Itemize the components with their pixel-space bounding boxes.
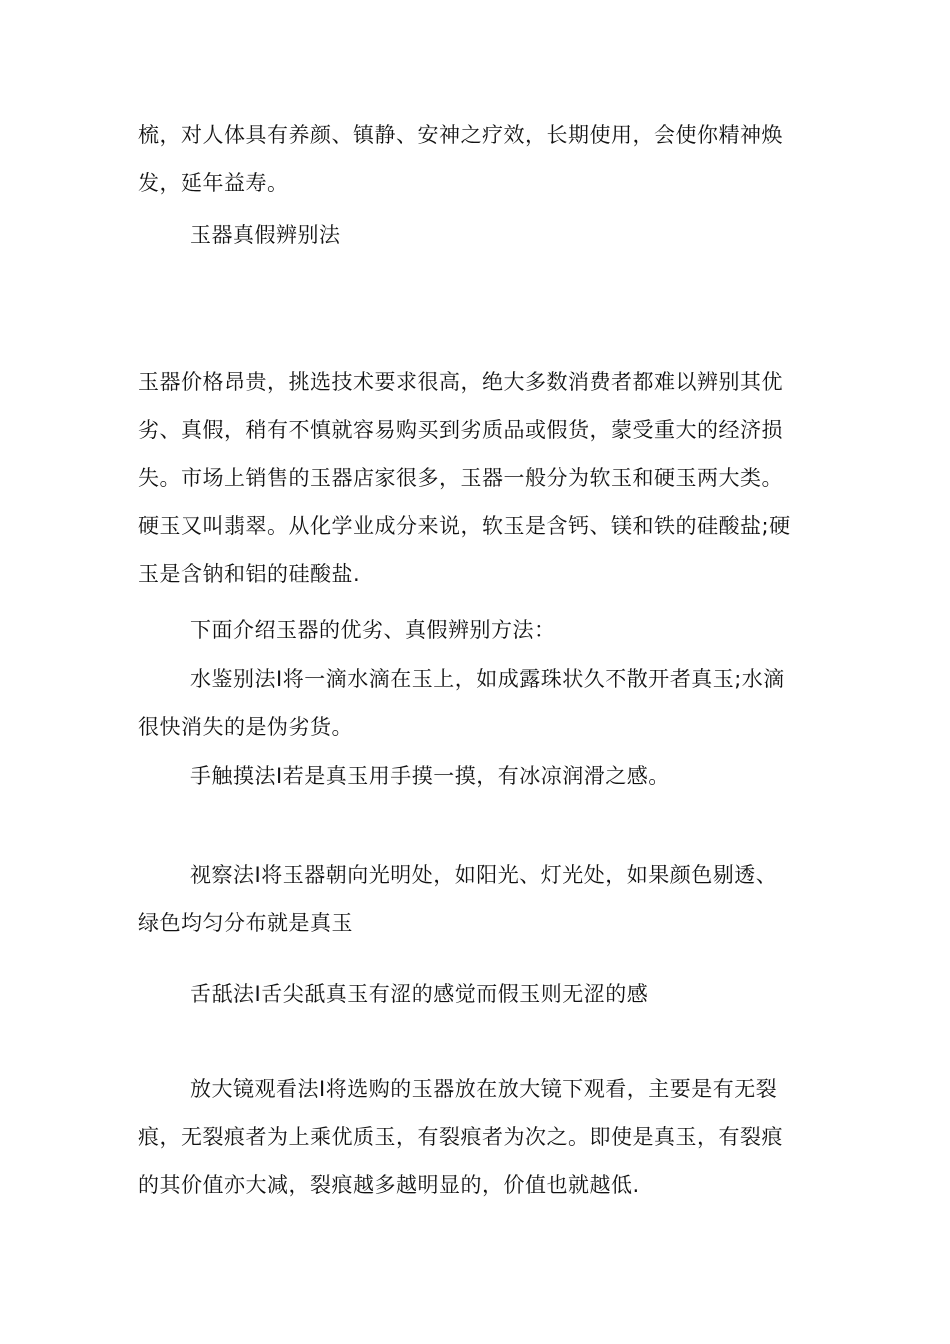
paragraph-benefits-continuation: 梳，对人体具有养颜、镇静、安神之疗效，长期使用，会使你精神焕发，延年益寿。 [138,123,783,195]
paragraph-tongue-method: 舌舐法I舌尖舐真玉有涩的感觉而假玉则无涩的感 [190,982,649,1006]
paragraph-introduction: 玉器价格昂贵，挑选技术要求很高，绝大多数消费者都难以辨别其优劣、真假，稍有不慎就容易购买到劣质品或假货，蒙受重大的经济损失。市场上销售的玉器店家很多，玉器一般分为软玉和硬玉两大类。硬玉又叫翡翠。从化学业成分来说，软玉是含钙、镁和铁的硅酸盐;硬玉是含钠和铝的硅酸盐. [138,370,791,586]
paragraph-methods-intro: 下面介绍玉器的优劣、真假辨别方法： [190,618,556,642]
paragraph-touch-method: 手触摸法I若是真玉用手摸一摸，有冰凉润滑之感。 [190,764,670,788]
section-heading: 玉器真假辨别法 [190,223,341,247]
paragraph-magnifier-method: 放大镜观看法I将选购的玉器放在放大镜下观看，主要是有无裂痕，无裂痕者为上乘优质玉，有裂痕者为次之。即使是真玉，有裂痕的其价值亦大减，裂痕越多越明显的，价值也就越低. [138,1077,783,1197]
paragraph-visual-method: 视察法I将玉器朝向光明处，如阳光、灯光处，如果颜色剔透、绿色均匀分布就是真玉 [138,863,778,935]
paragraph-water-method: 水鉴别法I将一滴水滴在玉上，如成露珠状久不散开者真玉;水滴很快消失的是伪劣货。 [138,667,785,739]
